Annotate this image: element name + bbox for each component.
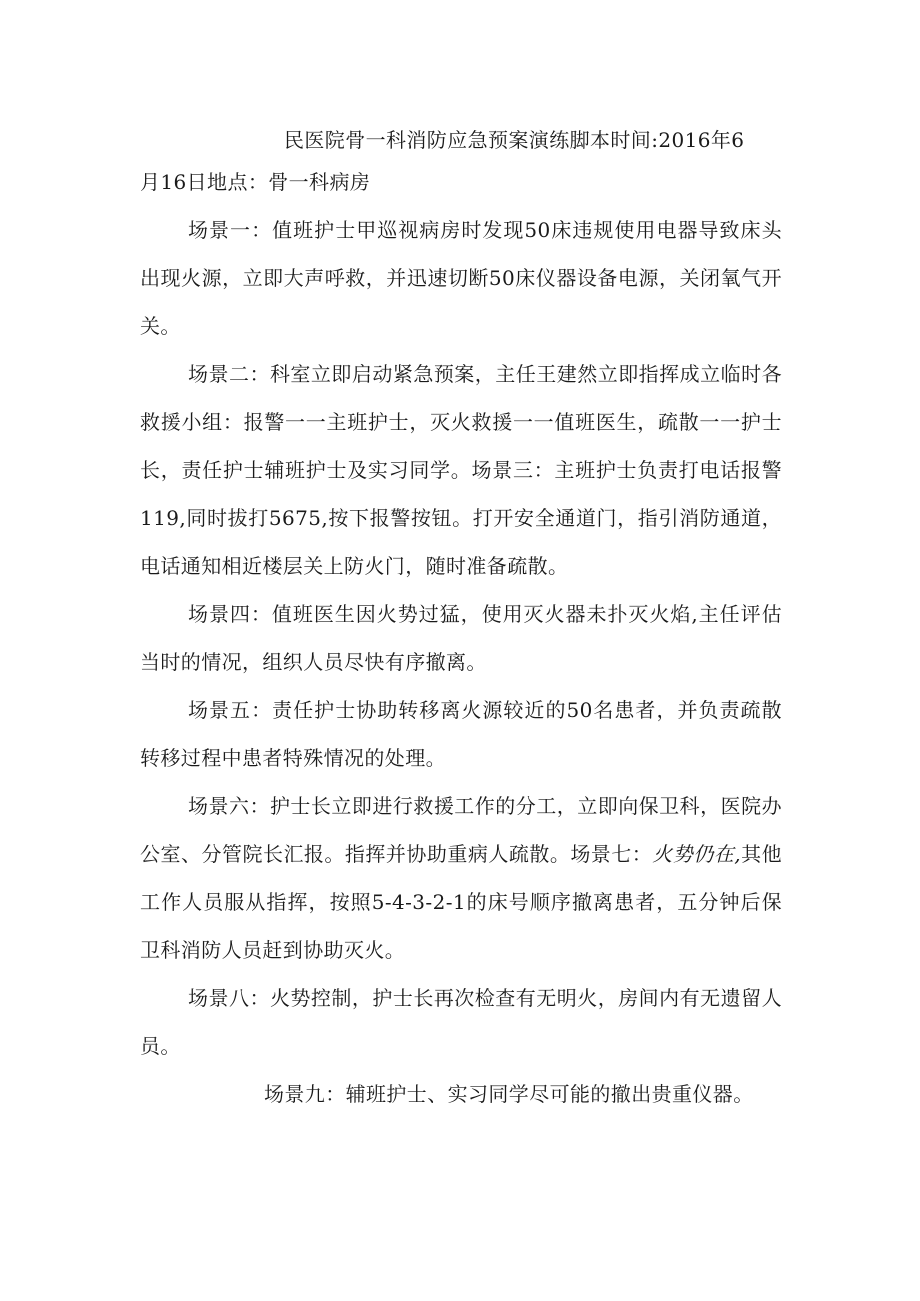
body-text — [140, 206, 782, 1118]
paragraph-scene-6-text: 场景六：护士长立即进行救援工作的分工，立即向保卫科，医院办公室、分管院长汇报。指挥并协助重病人疏散。场景七： — [140, 794, 782, 866]
paragraph-scene-7-text: 其他工作人员服从指挥，按照5-4-3-2-1的床号顺序撤离患者，五分钟后保卫科消防人员赶到协助灭火。 — [140, 842, 782, 962]
paragraph-scene-4: 场景四：值班医生因火势过猛，使用灭火器未扑灭火焰,主任评估当时的情况，组织人员尽快有序撤离。 — [140, 602, 782, 674]
paragraph-scene-7-italic: 火势仍在, — [652, 842, 742, 866]
paragraph-scene-5: 场景五：责任护士协助转移离火源较近的50名患者，并负责疏散转移过程中患者特殊情况的处理。 — [140, 698, 782, 770]
header-line-2: 月16日地点：骨一科病房 — [140, 170, 371, 194]
paragraph-scene-1: 场景一：值班护士甲巡视病房时发现50床违规使用电器导致床头出现火源，立即大声呼救，并迅速切断50床仪器设备电源，关闭氧气开关。 — [140, 218, 782, 338]
paragraph-scene-8: 场景八：火势控制，护士长再次检查有无明火，房间内有无遗留人员。 — [140, 986, 782, 1058]
header-line-1: 民医院骨一科消防应急预案演练脚本时间:2016年6 — [284, 128, 745, 152]
paragraph-scene-6-7 — [140, 782, 782, 974]
paragraph-scene-9: 场景九：辅班护士、实习同学尽可能的撤出贵重仪器。 — [264, 1082, 754, 1106]
paragraph-scene-2-3: 场景二：科室立即启动紧急预案，主任王建然立即指挥成立临时各救援小组：报警一一主班护士，灭火救援一一值班医生，疏散一一护士长，责任护士辅班护士及实习同学。场景三：主班护士负责打电话报警119,同时拔打5675,按下报警按钮。打开安全通道门，指引消防通道，电话通知相近楼层关上防火门，随时准备疏散。 — [140, 362, 782, 578]
